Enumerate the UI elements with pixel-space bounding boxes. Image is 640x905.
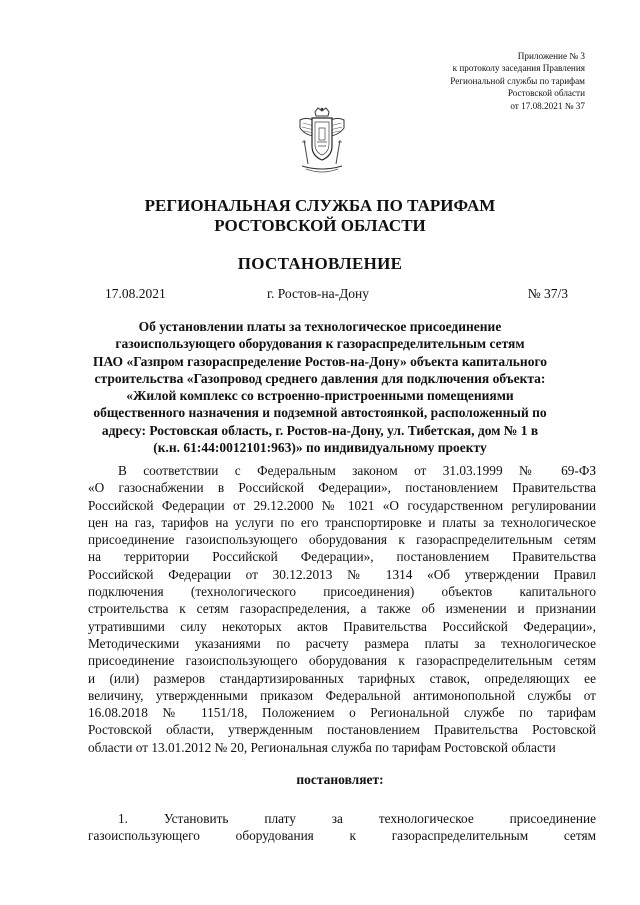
organization-line-2: РОСТОВСКОЙ ОБЛАСТИ <box>214 216 426 235</box>
appendix-line: к протоколу заседания Правления <box>452 63 585 74</box>
resolves-heading: постановляет: <box>296 772 384 787</box>
subject-line: адресу: Ростовская область, г. Ростов-на-Дону, ул. Тибетская, дом № 1 в <box>101 422 539 438</box>
paragraph-line: Ростовской области, утвержденным постановлением Правительства Ростовской <box>88 722 596 738</box>
paragraph-line: на территории Российской Федерации», постановлением Правительства <box>88 549 596 565</box>
paragraph-line: подключения (технологического присоединения) объектов капитального <box>88 584 596 600</box>
subject-line: общественного назначения и подземной автостоянкой, расположенный по <box>93 405 547 421</box>
document-date: 17.08.2021 <box>105 286 166 301</box>
subject-line: Об установлении платы за технологическое присоединение <box>138 319 502 334</box>
item-line: газоиспользующего оборудования к газораспределительным сетям <box>88 828 596 844</box>
paragraph-line: Российской Федерации от 29.12.2000 № 1021 «О государственном регулировании <box>88 497 596 513</box>
appendix-line: Ростовской области <box>507 88 585 99</box>
document-meta <box>105 286 568 304</box>
subject-line: газоиспользующего оборудования к газораспределительным сетям <box>115 336 525 352</box>
resolution-item-1 <box>88 810 596 845</box>
document-city: г. Ростов-на-Дону <box>267 286 370 301</box>
subject-line: строительства «Газопровод среднего давления для подключения объекта: <box>94 370 546 386</box>
appendix-note <box>450 50 585 112</box>
paragraph-line: В соответствии с Федеральным законом от 31.03.1999 № 69-ФЗ <box>118 463 596 478</box>
paragraph-line: Российской Федерации от 30.12.2013 № 1314 «Об утверждении Правил <box>88 566 596 582</box>
paragraph-line: цен на газ, тарифов на услуги по его транспортировке и платы за технологическое <box>88 514 596 530</box>
preamble-paragraph <box>88 462 596 756</box>
coat-of-arms-icon <box>294 106 350 176</box>
paragraph-line: Методическими указаниями по расчету размера платы за технологическое <box>88 635 596 651</box>
paragraph-line: присоединение газоиспользующего оборудования к газораспределительным сетям <box>88 532 596 548</box>
paragraph-line: области от 13.01.2012 № 20, Региональная служба по тарифам Ростовской области <box>88 739 556 755</box>
appendix-line: Приложение № 3 <box>517 51 585 61</box>
paragraph-line: строительства к сетям газораспределения, а также об изменении и признании <box>88 601 596 617</box>
paragraph-line: величину, утвержденными приказом Федеральной антимонопольной службы от <box>88 687 596 703</box>
item-line: 1. Установить плату за технологическое присоединение <box>118 811 596 826</box>
document-number: № 37/3 <box>527 286 568 301</box>
subject-line: «Жилой комплекс со встроенно-пристроенными помещениями <box>126 388 514 404</box>
appendix-line: Региональной службы по тарифам <box>450 75 585 86</box>
appendix-line: от 17.08.2021 № 37 <box>510 100 585 111</box>
subject-line: ПАО «Газпром газораспределение Ростов-на-Дону» объекта капитального <box>92 353 547 369</box>
paragraph-line: и (или) размеров стандартизированных тарифных ставок, определяющих ее <box>88 670 596 686</box>
subject-line: (к.н. 61:44:0012101:963)» по индивидуальному проекту <box>153 440 487 456</box>
organization-line-1: РЕГИОНАЛЬНАЯ СЛУЖБА ПО ТАРИФАМ <box>144 196 496 215</box>
document-subject <box>60 318 580 456</box>
document-type: ПОСТАНОВЛЕНИЕ <box>237 254 403 273</box>
paragraph-line: присоединение газоиспользующего оборудования к газораспределительным сетям <box>88 653 596 669</box>
organization-title <box>0 196 640 236</box>
paragraph-line: 16.08.2018 № 1151/18, Положением о Региональной службе по тарифам <box>88 705 596 721</box>
paragraph-line: «О газоснабжении в Российской Федерации», постановлением Правительства <box>88 480 596 496</box>
paragraph-line: утратившими силу некоторых актов Правительства Российской Федерации», <box>88 618 596 634</box>
